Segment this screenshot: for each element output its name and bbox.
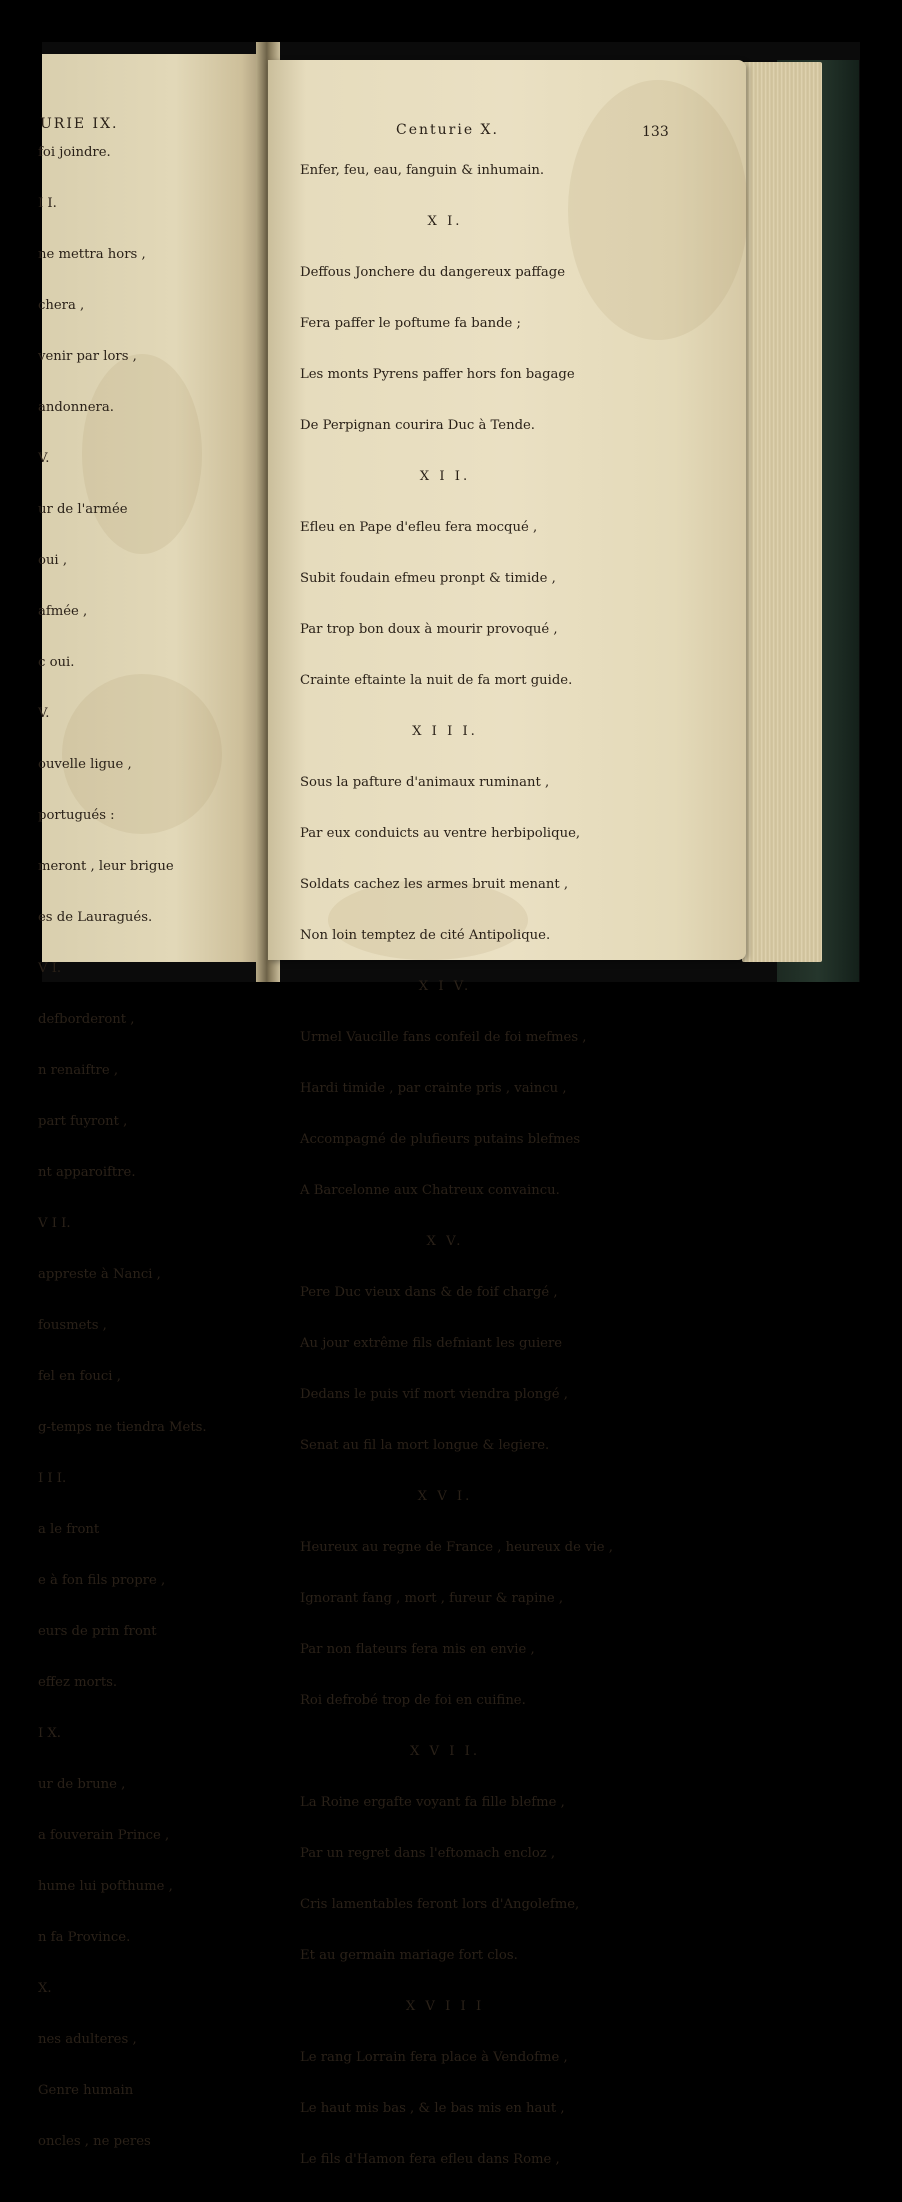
- left-page-text: [38, 110, 207, 2184]
- text-line: meront , leur brigue: [38, 859, 174, 874]
- text-line: V.: [38, 706, 50, 721]
- text-line: ur de brune ,: [38, 1777, 126, 1792]
- verse-line: Ignorant fang , mort , fureur & rapine ,: [300, 1591, 564, 1606]
- text-line: venir par lors ,: [38, 349, 137, 364]
- text-line: a fouverain Prince ,: [38, 1828, 170, 1843]
- text-line: I X.: [38, 1726, 61, 1741]
- verse-line: Les monts Pyrens paffer hors fon bagage: [300, 367, 575, 382]
- text-line: afmée ,: [38, 604, 88, 619]
- text-line: nt apparoiftre.: [38, 1165, 136, 1180]
- text-line: fel en fouci ,: [38, 1369, 121, 1384]
- verse-line: Le haut mis bas , & le bas mis en haut ,: [300, 2101, 565, 2116]
- quatrain-number: X V I.: [417, 1489, 473, 1504]
- text-line: ur de l'armée: [38, 502, 128, 517]
- photo-frame: [38, 42, 860, 2167]
- right-page: [268, 60, 746, 2167]
- quatrain-number: X I I.: [419, 469, 471, 484]
- verse-line: De Perpignan courira Duc à Tende.: [300, 418, 536, 433]
- left-page-header: URIE IX.: [40, 116, 119, 132]
- verse-line: Par trop bon doux à mourir provoqué ,: [300, 622, 558, 637]
- text-line: appreste à Nanci ,: [38, 1267, 161, 1282]
- verse-line: A Barcelonne aux Chatreux convaincu.: [300, 1183, 560, 1198]
- quatrain-number: X I V.: [418, 979, 472, 994]
- verse-line: Crainte eftainte la nuit de fa mort guide.: [300, 673, 573, 688]
- verse-line: Heureux au regne de France , heureux de vie ,: [300, 1540, 613, 1555]
- verse-line: Soldats cachez les armes bruit menant ,: [300, 877, 569, 892]
- verse-line: Dedans le puis vif mort viendra plongé ,: [300, 1387, 568, 1402]
- verse-line: Fera paffer le poftume fa bande ;: [300, 316, 521, 331]
- text-line: fousmets ,: [38, 1318, 107, 1333]
- verse-line: Le rang Lorrain fera place à Vendofme ,: [300, 2050, 568, 2065]
- page-number: 133: [642, 124, 669, 140]
- text-line: X.: [38, 1981, 52, 1996]
- verse-line: Cris lamentables feront lors d'Angolefme,: [300, 1897, 580, 1912]
- verse-line: Sous la pafture d'animaux ruminant ,: [300, 775, 550, 790]
- text-line: e à fon fils propre ,: [38, 1573, 166, 1588]
- text-line: foi joindre.: [38, 145, 111, 160]
- text-line: V I I.: [38, 1216, 71, 1231]
- verse-line: Au jour extrême fils defniant les guiere: [300, 1336, 563, 1351]
- quatrain-number: X I.: [427, 214, 463, 229]
- text-line: V.: [38, 451, 50, 466]
- verse-line: Par un regret dans l'eftomach encloz ,: [300, 1846, 556, 1861]
- text-line: Genre humain: [38, 2083, 134, 2098]
- text-line: I I I.: [38, 1471, 67, 1486]
- text-line: n renaiftre ,: [38, 1063, 119, 1078]
- left-page: [38, 54, 264, 2149]
- right-page-header: Centurie X.: [396, 122, 499, 138]
- verse-line: Deffous Jonchere du dangereux paffage: [300, 265, 566, 280]
- text-line: n fa Province.: [38, 1930, 131, 1945]
- text-line: nes adulteres ,: [38, 2032, 137, 2047]
- verse-line: Urmel Vaucille fans confeil de foi mefmes ,: [300, 1030, 587, 1045]
- verse-line: Non loin temptez de cité Antipolique.: [300, 928, 551, 943]
- verse-line: Roi defrobé trop de foi en cuifine.: [300, 1693, 526, 1708]
- text-line: ouvelle ligue ,: [38, 757, 132, 772]
- text-line: hume lui pofthume ,: [38, 1879, 173, 1894]
- verse-line: Enfer, feu, eau, fanguin & inhumain.: [300, 163, 545, 178]
- text-line: g-temps ne tiendra Mets.: [38, 1420, 207, 1435]
- verse-line: Efleu en Pape d'efleu fera mocqué ,: [300, 520, 538, 535]
- quatrain-number: X V.: [426, 1234, 464, 1249]
- verse-line: Hardi timide , par crainte pris , vaincu ,: [300, 1081, 567, 1096]
- text-line: oui ,: [38, 553, 68, 568]
- page-edges: [742, 62, 822, 962]
- text-line: oncles , ne peres: [38, 2134, 151, 2149]
- text-line: V I.: [38, 961, 62, 976]
- verse-line: Accompagné de plufieurs putains blefmes: [300, 1132, 581, 1147]
- verse-line: La Roine ergafte voyant fa fille blefme ,: [300, 1795, 565, 1810]
- text-line: chera ,: [38, 298, 85, 313]
- text-line: defborderont ,: [38, 1012, 135, 1027]
- text-line: portugués :: [38, 808, 115, 823]
- text-line: es de Lauragués.: [38, 910, 153, 925]
- quatrain-number: X I I I.: [412, 724, 478, 739]
- verse-line: Pere Duc vieux dans & de foif chargé ,: [300, 1285, 558, 1300]
- verse-line: Par eux conduicts au ventre herbipolique,: [300, 826, 581, 841]
- text-line: andonnera.: [38, 400, 114, 415]
- text-line: ne mettra hors ,: [38, 247, 146, 262]
- text-line: eurs de prin front: [38, 1624, 157, 1639]
- text-line: effez morts.: [38, 1675, 118, 1690]
- verse-line: Senat au fil la mort longue & legiere.: [300, 1438, 550, 1453]
- quatrain-number: X V I I.: [409, 1744, 481, 1759]
- verse-line: Et au germain mariage fort clos.: [300, 1948, 518, 1963]
- right-page-text: [300, 128, 613, 2202]
- text-line: part fuyront ,: [38, 1114, 128, 1129]
- verse-line: Subit foudain efmeu pronpt & timide ,: [300, 571, 556, 586]
- quatrain-number: X V I I I: [405, 1999, 485, 2014]
- verse-line: Le fils d'Hamon fera efleu dans Rome ,: [300, 2152, 560, 2167]
- text-line: a le front: [38, 1522, 100, 1537]
- text-line: c oui.: [38, 655, 75, 670]
- text-line: I I.: [38, 196, 57, 211]
- verse-line: Par non flateurs fera mis en envie ,: [300, 1642, 535, 1657]
